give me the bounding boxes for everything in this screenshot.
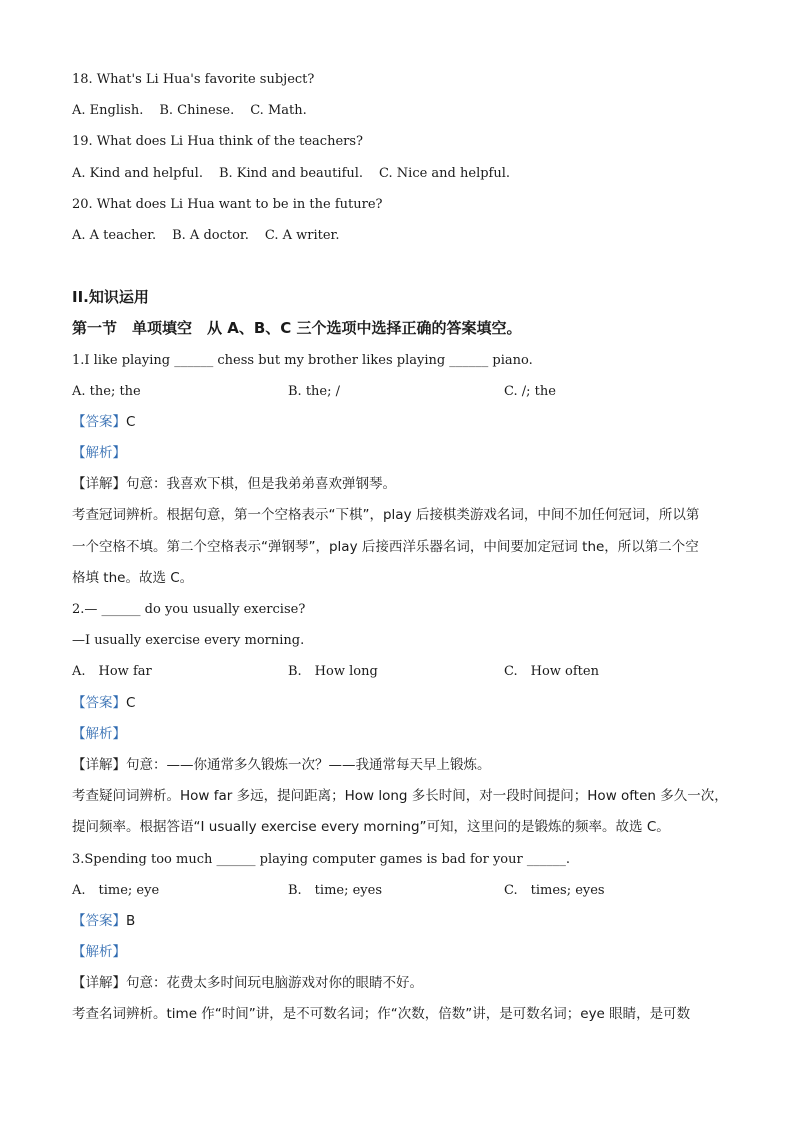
q19-option-b: B. Kind and beautiful. — [218, 165, 364, 181]
q19-option-a: A. Kind and helpful. — [72, 165, 203, 181]
q2-analysis-tag — [72, 719, 722, 750]
q2-options — [72, 656, 722, 687]
section-subtitle: 第一节 单项填空 从 A、B、C 三个选项中选择正确的答案填空。 — [72, 319, 522, 338]
detail-tag: 【详解】 — [72, 756, 126, 773]
q3-option-a: A. time; eye — [72, 882, 160, 898]
q1-explain-1: 考查冠词辨析。根据句意，第一个空格表示“下棋”，play 后接棋类游戏名词，中间不加任何冠词，所以第 — [72, 507, 700, 524]
q20-question: 20. What does Li Hua want to be in the future? — [72, 196, 383, 212]
q1-detail-text: 句意：我喜欢下棋，但是我弟弟喜欢弹钢琴。 — [126, 476, 396, 493]
q2-detail-text: 句意：——你通常多久锻炼一次？——我通常每天早上锻炼。 — [126, 756, 491, 773]
q2-answer — [72, 688, 722, 719]
q3-options — [72, 875, 722, 906]
q2-question: 2.— ______ do you usually exercise? — [72, 602, 306, 617]
q2-explain-2: 提问频率。根据答语“I usually exercise every morning”可知，这里问的是锻炼的频率。故选 C。 — [72, 819, 670, 836]
q19-option-c: C. Nice and helpful. — [379, 165, 511, 181]
q1-answer — [72, 407, 722, 438]
q18-option-c: C. Math. — [250, 103, 307, 119]
q2-explain-1: 考查疑问词辨析。How far 多远，提问距离；How long 多长时间，对一段时间提问；How often 多久一次， — [72, 788, 728, 805]
q2-answer-value: C — [126, 694, 136, 711]
document-page — [72, 64, 728, 1031]
section-title: II.知识运用 — [72, 288, 149, 307]
q1-options — [72, 376, 722, 407]
q20-options — [72, 220, 722, 251]
detail-tag: 【详解】 — [72, 476, 126, 493]
q18-question: 18. What's Li Hua's favorite subject? — [72, 72, 315, 87]
q1-analysis-tag — [72, 438, 722, 469]
answer-tag: 【答案】 — [72, 912, 126, 929]
q1-question: 1.I like playing ______ chess but my brother likes playing ______ piano. — [72, 352, 533, 368]
q2-reply: —I usually exercise every morning. — [72, 633, 305, 649]
q3-detail-text: 句意：花费太多时间玩电脑游戏对你的眼睛不好。 — [126, 975, 423, 992]
q3-question: 3.Spending too much ______ playing computer games is bad for your ______. — [72, 851, 570, 867]
q2-option-a: A. How far — [72, 664, 152, 680]
q3-answer — [72, 906, 722, 937]
q1-option-b: B. the; / — [288, 383, 340, 399]
analysis-tag: 【解析】 — [72, 944, 126, 961]
q3-option-c: C. times; eyes — [504, 882, 605, 898]
q1-detail — [72, 469, 722, 500]
answer-tag: 【答案】 — [72, 694, 126, 711]
q18-option-a: A. English. — [72, 103, 144, 119]
q20-option-a: A. A teacher. — [72, 227, 157, 243]
q2-detail — [72, 750, 722, 781]
q1-option-a: A. the; the — [72, 383, 141, 399]
q18-option-b: B. Chinese. — [159, 103, 235, 119]
q3-explain-1: 考查名词辨析。time 作“时间”讲，是不可数名词；作“次数，倍数”讲，是可数名词；eye 眼睛，是可数 — [72, 1006, 691, 1023]
q3-analysis-tag — [72, 937, 722, 968]
q19-options — [72, 158, 722, 189]
analysis-tag: 【解析】 — [72, 445, 126, 462]
answer-tag: 【答案】 — [72, 413, 126, 430]
q3-option-b: B. time; eyes — [288, 882, 383, 898]
detail-tag: 【详解】 — [72, 975, 126, 992]
q1-option-c: C. /; the — [504, 383, 556, 399]
analysis-tag: 【解析】 — [72, 725, 126, 742]
q18-options — [72, 95, 722, 126]
q3-detail — [72, 968, 722, 999]
q1-explain-2: 一个空格不填。第二个空格表示“弹钢琴”，play 后接西洋乐器名词，中间要加定冠词 the，所以第二个空 — [72, 538, 699, 555]
q19-question: 19. What does Li Hua think of the teachers? — [72, 134, 364, 150]
q1-answer-value: C — [126, 413, 136, 430]
q20-option-b: B. A doctor. — [172, 227, 249, 243]
q3-answer-value: B — [126, 912, 136, 929]
q1-explain-3: 格填 the。故选 C。 — [72, 569, 194, 586]
q20-option-c: C. A writer. — [264, 227, 340, 243]
q2-option-b: B. How long — [288, 664, 378, 680]
q2-option-c: C. How often — [504, 664, 599, 680]
